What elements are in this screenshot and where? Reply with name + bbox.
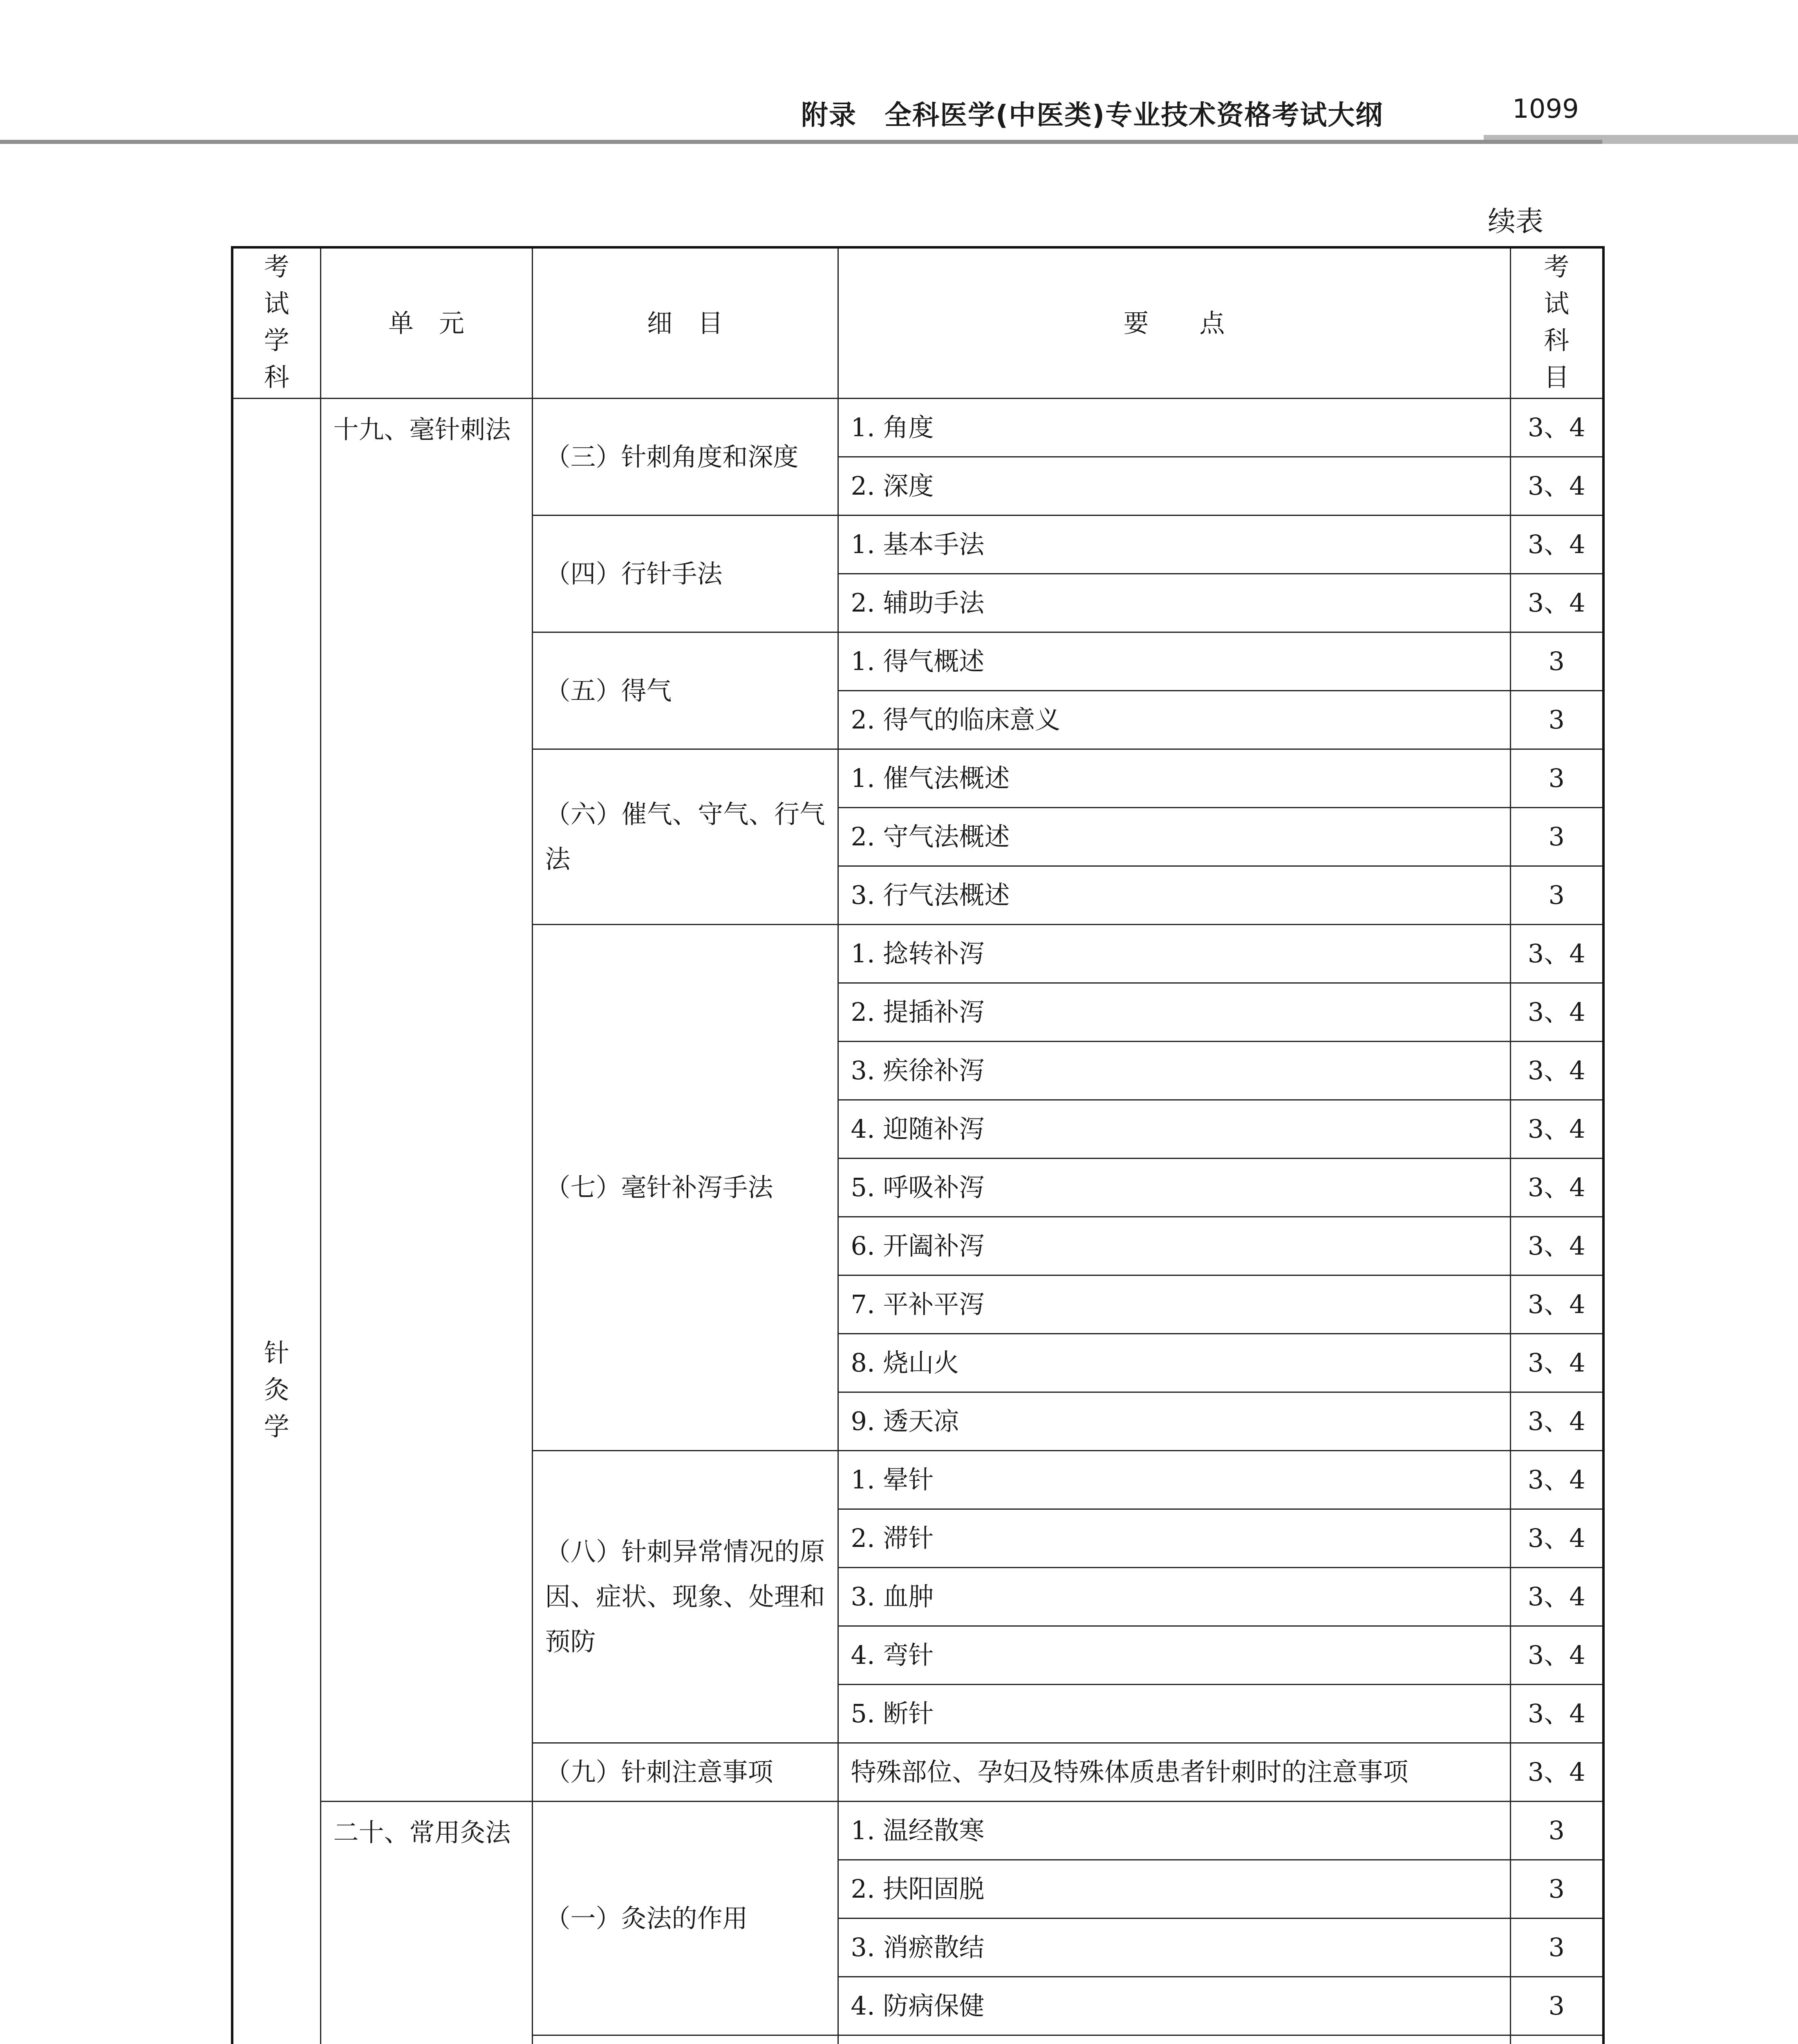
- point-cell: 3. 行气法概述: [838, 866, 1510, 925]
- exam-code-cell: 3、4: [1510, 1392, 1603, 1451]
- point-cell: 9. 透天凉: [838, 1392, 1510, 1451]
- section-cell: （三）针刺角度和深度: [532, 399, 838, 515]
- exam-code-cell: 3、4: [1510, 1451, 1603, 1509]
- point-cell: [838, 2035, 1510, 2044]
- exam-code-cell: 3、4: [1510, 457, 1603, 515]
- point-cell: 5. 呼吸补泻: [838, 1159, 1510, 1217]
- section-cell: （四）行针手法: [532, 515, 838, 632]
- exam-code-cell: 3: [1510, 1977, 1603, 2035]
- section-cell: （九）针刺注意事项: [532, 1743, 838, 1802]
- point-cell: 1. 角度: [838, 399, 1510, 457]
- subject-cell: [232, 399, 320, 2044]
- column-header-item: 细 目: [532, 247, 838, 399]
- section-cell: （五）得气: [532, 632, 838, 749]
- exam-code-cell: 3: [1510, 1860, 1603, 1918]
- point-cell: 2. 辅助手法: [838, 574, 1510, 632]
- exam-code-cell: 3、4: [1510, 1685, 1603, 1743]
- section-cell: （六）催气、守气、行气法: [532, 749, 838, 925]
- point-cell: 4. 弯针: [838, 1626, 1510, 1685]
- continued-label: 续表: [1488, 206, 1544, 238]
- section-cell: （八）针刺异常情况的原因、症状、现象、处理和预防: [532, 1451, 838, 1743]
- point-cell: 2. 深度: [838, 457, 1510, 515]
- exam-code-cell: 3、4: [1510, 515, 1603, 574]
- point-cell: 4. 防病保健: [838, 1977, 1510, 2035]
- point-cell: 5. 断针: [838, 1685, 1510, 1743]
- running-head: [0, 0, 1798, 147]
- point-cell: 1. 基本手法: [838, 515, 1510, 574]
- point-cell: 1. 晕针: [838, 1451, 1510, 1509]
- exam-code-cell: 3、4: [1510, 1042, 1603, 1100]
- exam-code-cell: 3: [1510, 1918, 1603, 1977]
- exam-code-cell: 3: [1510, 808, 1603, 866]
- point-cell: 8. 烧山火: [838, 1334, 1510, 1392]
- exam-code-cell: 3、4: [1510, 1509, 1603, 1568]
- unit-label: 十九、毫针刺法: [333, 415, 511, 444]
- point-cell: 1. 催气法概述: [838, 749, 1510, 808]
- running-head-title: 附录 全科医学(中医类)专业技术资格考试大纲: [801, 99, 1384, 131]
- point-cell: 1. 捻转补泻: [838, 925, 1510, 983]
- exam-code-cell: 3: [1510, 866, 1603, 925]
- exam-code-cell: 3、4: [1510, 1275, 1603, 1334]
- exam-code-cell: 3: [1510, 632, 1603, 691]
- point-cell: 3. 血肿: [838, 1568, 1510, 1626]
- exam-code-cell: 3: [1510, 691, 1603, 749]
- point-cell: 3. 消瘀散结: [838, 1918, 1510, 1977]
- table-row: [232, 1802, 1603, 1860]
- exam-code-cell: 3: [1510, 1802, 1603, 1860]
- point-cell: 6. 开阖补泻: [838, 1217, 1510, 1275]
- point-cell: 3. 疾徐补泻: [838, 1042, 1510, 1100]
- unit-cell: [320, 399, 532, 1802]
- point-cell: 2. 滞针: [838, 1509, 1510, 1568]
- point-cell: 7. 平补平泻: [838, 1275, 1510, 1334]
- exam-code-cell: 3、4: [1510, 574, 1603, 632]
- column-header-points: 要 点: [838, 247, 1510, 399]
- exam-code-cell: 3: [1510, 749, 1603, 808]
- point-cell: 2. 提插补泻: [838, 983, 1510, 1042]
- section-cell: （一）灸法的作用: [532, 1802, 838, 2035]
- unit-label: 二十、常用灸法: [333, 1818, 511, 1847]
- header-rule: [0, 140, 1602, 144]
- column-header-subject: [232, 247, 320, 399]
- page-number: 1099: [1512, 94, 1579, 124]
- exam-code-cell: 3、4: [1510, 1334, 1603, 1392]
- exam-code-cell: 3、4: [1510, 983, 1603, 1042]
- exam-code-cell: 3、4: [1510, 1217, 1603, 1275]
- unit-cell: [320, 1802, 532, 2044]
- column-header-unit: 单 元: [320, 247, 532, 399]
- point-cell: 1. 温经散寒: [838, 1802, 1510, 1860]
- exam-code-cell: 3、4: [1510, 1100, 1603, 1159]
- column-header-subject-label: 考试学科: [264, 252, 289, 392]
- column-header-code-label: 考试科目: [1544, 252, 1570, 392]
- column-header-code: [1510, 247, 1603, 399]
- syllabus-table-body: [232, 247, 1603, 2044]
- syllabus-table: [231, 246, 1605, 2044]
- point-cell: 1. 得气概述: [838, 632, 1510, 691]
- point-cell: 4. 迎随补泻: [838, 1100, 1510, 1159]
- point-cell: 2. 扶阳固脱: [838, 1860, 1510, 1918]
- table-header-row: [232, 247, 1603, 399]
- exam-code-cell: 3、4: [1510, 925, 1603, 983]
- table-row: [232, 399, 1603, 457]
- exam-code-cell: 3、4: [1510, 1568, 1603, 1626]
- point-cell: 2. 守气法概述: [838, 808, 1510, 866]
- exam-code-cell: 3、4: [1510, 399, 1603, 457]
- exam-code-cell: [1510, 2035, 1603, 2044]
- subject-label: 针灸学: [264, 1338, 289, 1441]
- exam-code-cell: 3、4: [1510, 1626, 1603, 1685]
- point-cell: 特殊部位、孕妇及特殊体质患者针刺时的注意事项: [838, 1743, 1510, 1802]
- exam-code-cell: 3、4: [1510, 1743, 1603, 1802]
- point-cell: 2. 得气的临床意义: [838, 691, 1510, 749]
- exam-code-cell: 3、4: [1510, 1159, 1603, 1217]
- section-cell: （七）毫针补泻手法: [532, 925, 838, 1451]
- section-cell: [532, 2035, 838, 2044]
